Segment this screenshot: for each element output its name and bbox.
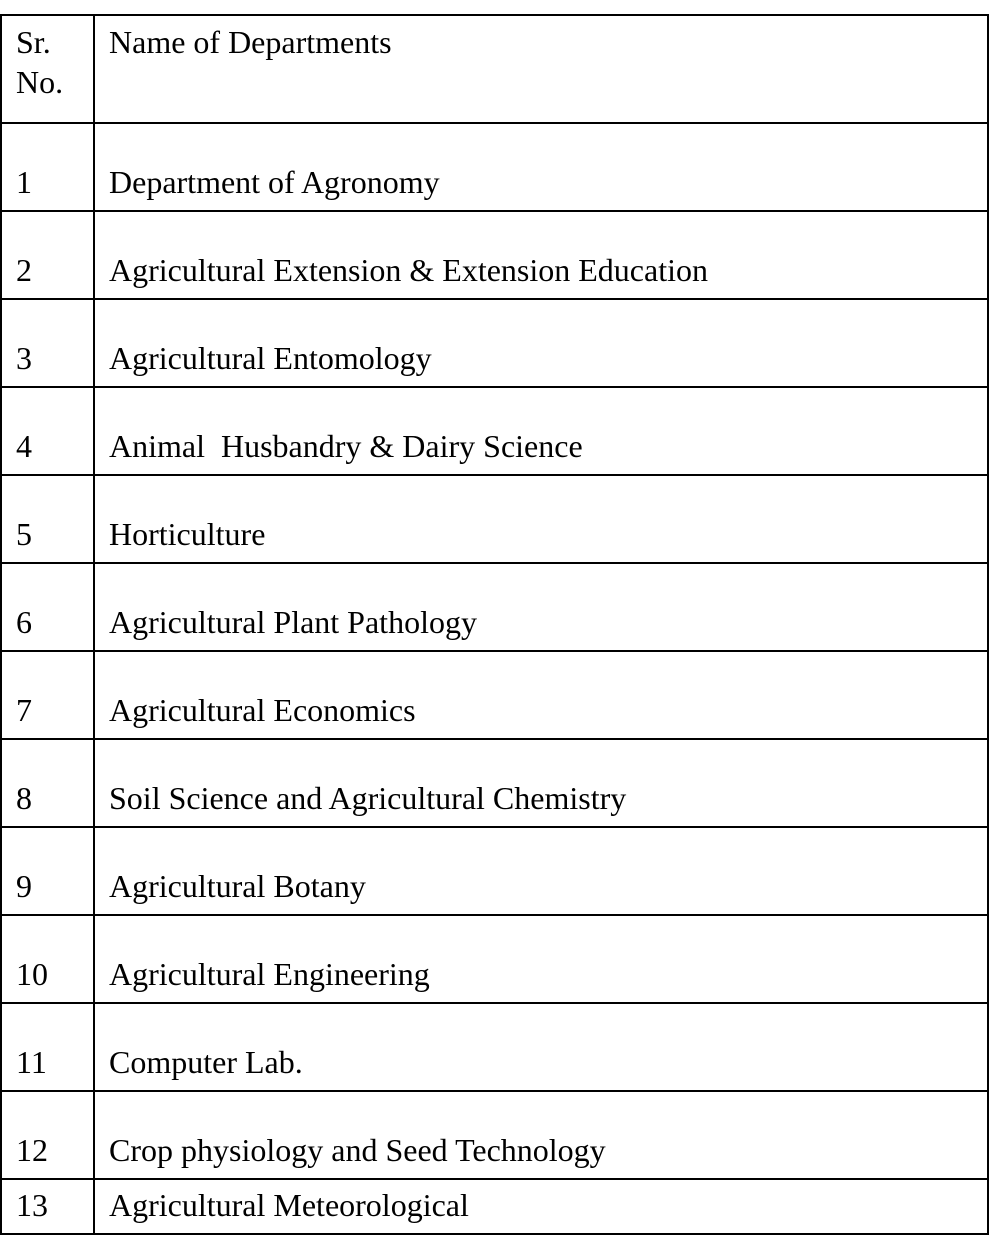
row-department-name: Horticulture — [94, 475, 988, 563]
row-serial-number: 11 — [1, 1003, 94, 1091]
row-department-name: Soil Science and Agricultural Chemistry — [94, 739, 988, 827]
serial-number-header — [1, 15, 94, 123]
departments-table — [0, 14, 989, 1235]
row-serial-number: 5 — [1, 475, 94, 563]
row-serial-number: 12 — [1, 1091, 94, 1179]
table-row — [1, 211, 988, 299]
row-department-name: Computer Lab. — [94, 1003, 988, 1091]
row-serial-number: 6 — [1, 563, 94, 651]
serial-header-line1: Sr. — [16, 24, 51, 60]
table-row — [1, 1003, 988, 1091]
table-row — [1, 1179, 988, 1234]
table-row — [1, 299, 988, 387]
row-department-name: Department of Agronomy — [94, 123, 988, 211]
row-department-name: Agricultural Engineering — [94, 915, 988, 1003]
serial-header-line2: No. — [16, 64, 64, 100]
table-row — [1, 475, 988, 563]
row-serial-number: 9 — [1, 827, 94, 915]
table-row — [1, 651, 988, 739]
row-serial-number: 10 — [1, 915, 94, 1003]
table-row — [1, 563, 988, 651]
row-serial-number: 7 — [1, 651, 94, 739]
table-row — [1, 123, 988, 211]
row-serial-number: 1 — [1, 123, 94, 211]
row-serial-number: 4 — [1, 387, 94, 475]
row-department-name: Agricultural Meteorological — [94, 1179, 988, 1234]
row-department-name: Agricultural Economics — [94, 651, 988, 739]
row-department-name: Crop physiology and Seed Technology — [94, 1091, 988, 1179]
row-department-name: Animal Husbandry & Dairy Science — [94, 387, 988, 475]
table-row — [1, 915, 988, 1003]
table-row — [1, 827, 988, 915]
table-row — [1, 739, 988, 827]
row-serial-number: 2 — [1, 211, 94, 299]
row-department-name: Agricultural Entomology — [94, 299, 988, 387]
table-row — [1, 1091, 988, 1179]
row-department-name: Agricultural Extension & Extension Education — [94, 211, 988, 299]
table-header-row — [1, 15, 988, 123]
row-serial-number: 8 — [1, 739, 94, 827]
row-department-name: Agricultural Botany — [94, 827, 988, 915]
department-name-header: Name of Departments — [94, 15, 988, 123]
table-row — [1, 387, 988, 475]
row-department-name: Agricultural Plant Pathology — [94, 563, 988, 651]
row-serial-number: 13 — [1, 1179, 94, 1234]
row-serial-number: 3 — [1, 299, 94, 387]
